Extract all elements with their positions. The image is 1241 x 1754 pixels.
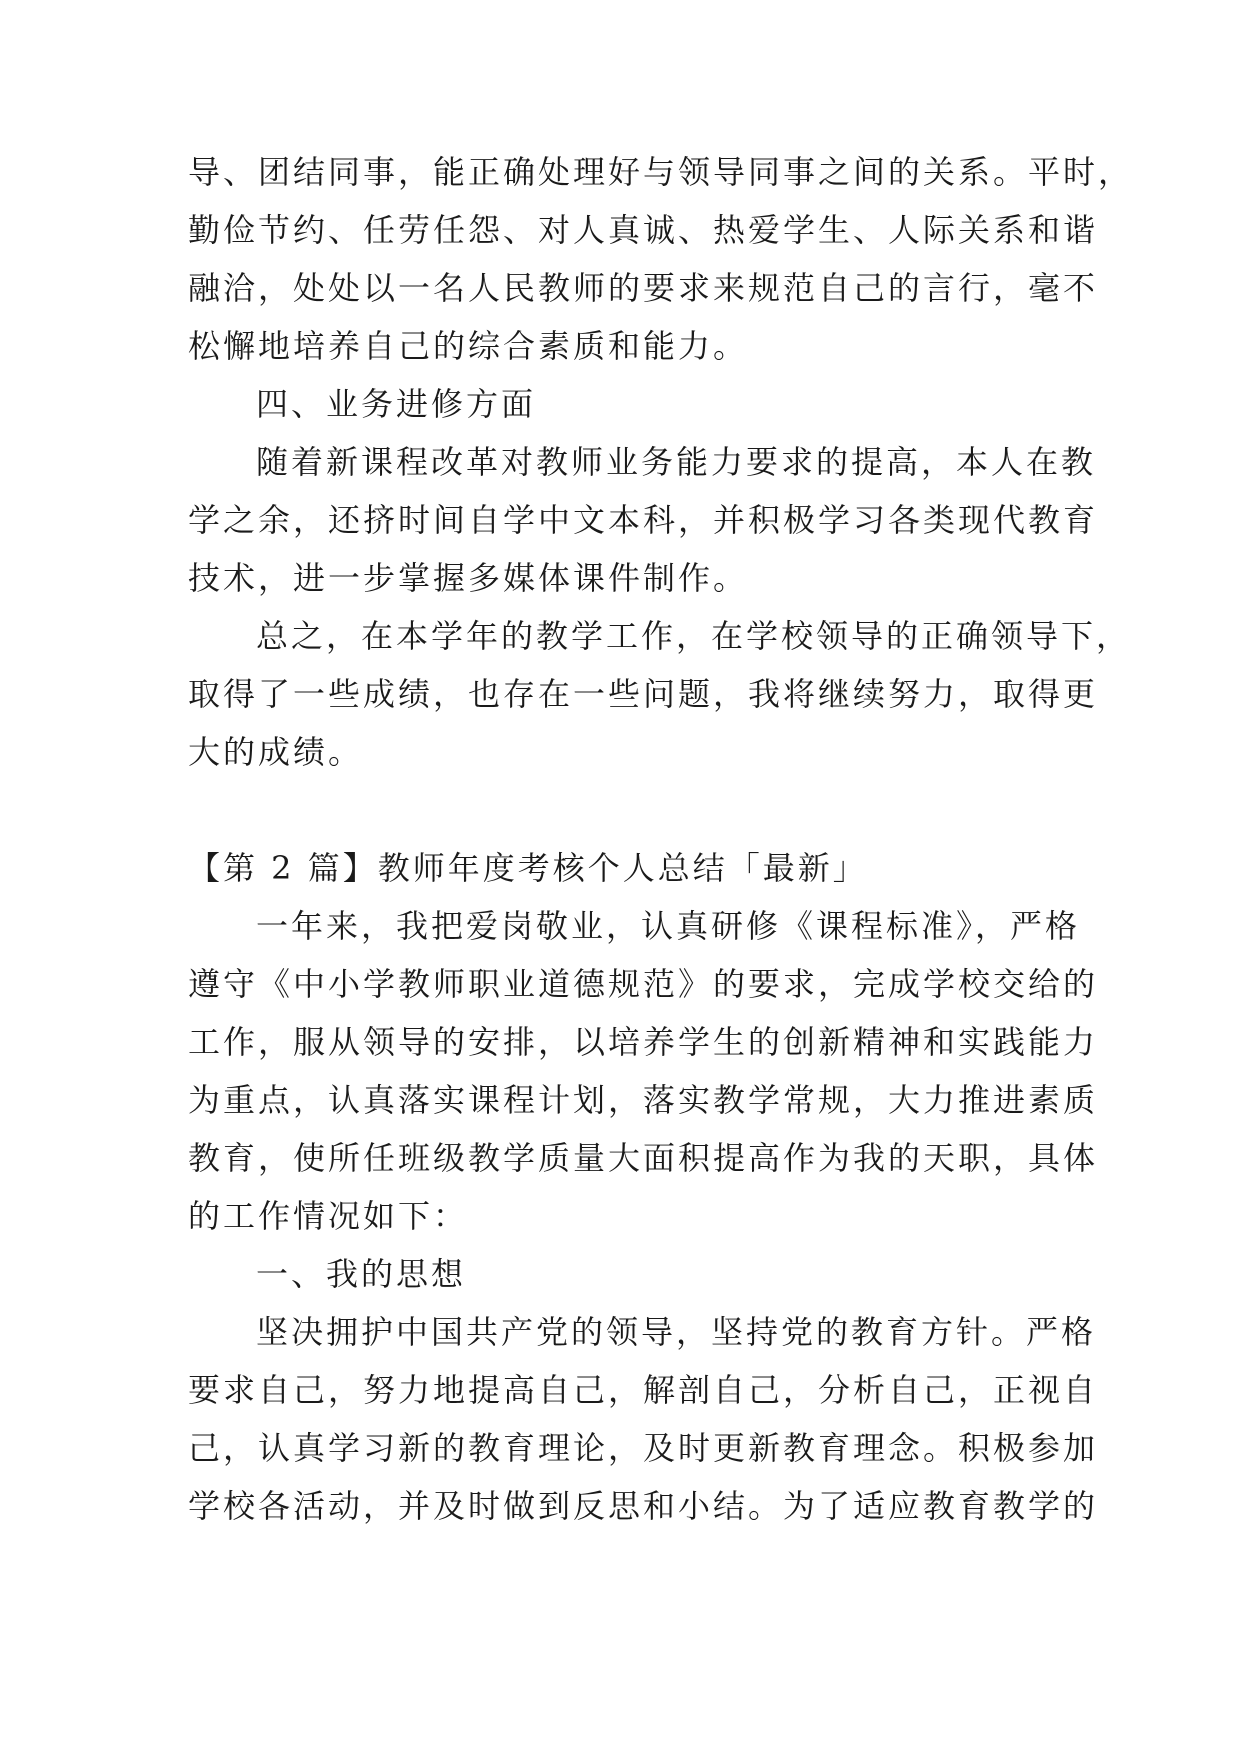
text-line: 融洽，处处以一名人民教师的要求来规范自己的言行，毫不 — [188, 269, 1099, 307]
paragraph-business-study — [188, 433, 1099, 607]
section-title: 【第 2 篇】教师年度考核个人总结「最新」 — [188, 849, 868, 887]
heading-my-thoughts: 一、我的思想 — [256, 1255, 467, 1293]
text-line: 坚决拥护中国共产党的领导，坚持党的教育方针。严格 — [256, 1313, 1097, 1351]
heading-business-study: 四、业务进修方面 — [256, 385, 537, 423]
text-line: 的工作情况如下： — [188, 1197, 469, 1235]
text-line: 己，认真学习新的教育理论，及时更新教育理念。积极参加 — [188, 1429, 1099, 1467]
text-line: 学之余，还挤时间自学中文本科，并积极学习各类现代教育 — [188, 501, 1099, 539]
text-line: 教育，使所任班级教学质量大面积提高作为我的天职，具体 — [188, 1139, 1099, 1177]
text-line: 学校各活动，并及时做到反思和小结。为了适应教育教学的 — [188, 1487, 1099, 1525]
text-line: 导、团结同事，能正确处理好与领导同事之间的关系。平时， — [188, 153, 1134, 191]
text-line: 遵守《中小学教师职业道德规范》的要求，完成学校交给的 — [188, 965, 1099, 1003]
text-line: 要求自己，努力地提高自己，解剖自己，分析自己，正视自 — [188, 1371, 1099, 1409]
text-line: 大的成绩。 — [188, 733, 364, 771]
text-line: 一年来，我把爱岗敬业，认真研修《课程标准》，严格 — [256, 907, 1081, 945]
text-line: 随着新课程改革对教师业务能力要求的提高，本人在教 — [256, 443, 1097, 481]
paragraph-my-thoughts — [188, 1303, 1099, 1535]
text-line: 工作，服从领导的安排，以培养学生的创新精神和实践能力 — [188, 1023, 1099, 1061]
text-line: 总之，在本学年的教学工作，在学校领导的正确领导下， — [256, 617, 1132, 655]
text-line: 技术，进一步掌握多媒体课件制作。 — [188, 559, 749, 597]
paragraph-conclusion — [188, 607, 1132, 781]
text-line: 勤俭节约、任劳任怨、对人真诚、热爱学生、人际关系和谐 — [188, 211, 1099, 249]
text-line: 为重点，认真落实课程计划，落实教学常规，大力推进素质 — [188, 1081, 1099, 1119]
text-line: 取得了一些成绩，也存在一些问题，我将继续努力，取得更 — [188, 675, 1099, 713]
paragraph-relationships — [188, 143, 1134, 375]
paragraph-intro — [188, 897, 1099, 1245]
text-line: 松懈地培养自己的综合素质和能力。 — [188, 327, 749, 365]
document-body — [188, 143, 1134, 1535]
section-gap — [188, 781, 1058, 839]
